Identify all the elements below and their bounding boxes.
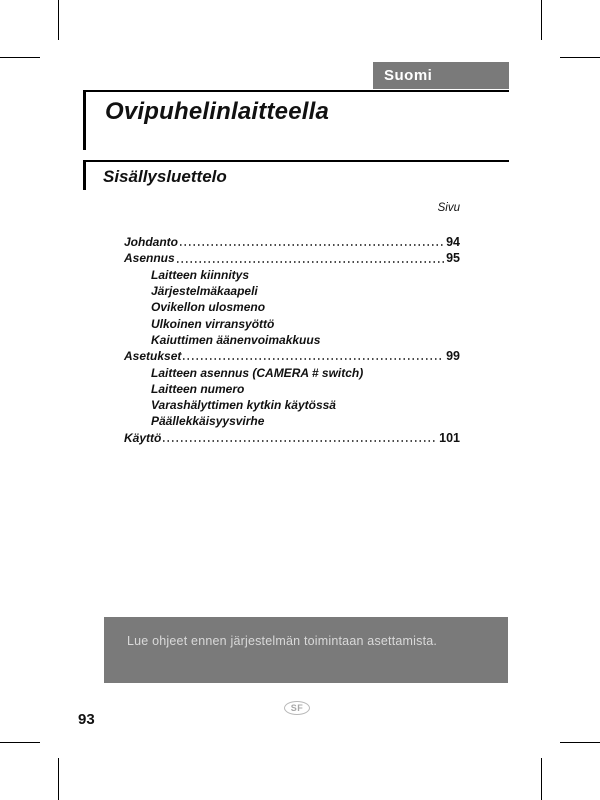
toc-entry-label: Järjestelmäkaapeli [151,284,258,299]
toc-entry [124,364,460,380]
toc-entry-label: Johdanto [124,235,178,250]
toc-entry-page: 95 [446,251,460,266]
toc-entry [124,299,460,315]
title-left-bar [83,92,86,150]
toc-entry-label: Laitteen asennus (CAMERA # switch) [151,365,364,380]
crop-mark-top-left-h [0,57,40,58]
toc-entry [124,283,460,299]
toc-entry-page: 101 [439,430,460,445]
toc-entry [124,348,460,364]
toc-entry [124,332,460,348]
page-column-label: Sivu [437,202,460,214]
page-title: Ovipuhelinlaitteella [105,98,330,125]
toc-entry-page: 94 [446,235,460,250]
toc-entry-label: Varashälyttimen kytkin käytössä [151,398,336,413]
toc-dotted-leader [177,261,444,263]
crop-mark-bottom-left-v [58,758,59,800]
toc-entry [124,250,460,266]
notice-text: Lue ohjeet ennen järjestelmän toimintaan asettamista. [127,634,438,648]
page-number: 93 [78,711,95,728]
toc-entry-label: Laitteen kiinnitys [151,267,250,282]
toc-entry-label: Asennus [124,251,175,266]
toc-entry-page: 99 [446,349,460,364]
toc-entry-label: Päällekkäisyysvirhe [151,414,265,429]
region-badge [284,701,310,715]
crop-mark-top-right-v [541,0,542,40]
toc-entry-label: Asetukset [124,349,182,364]
toc-heading-section [83,160,509,192]
toc-dotted-leader [183,358,444,360]
crop-mark-top-right-h [560,57,600,58]
toc-entry-label: Käyttö [124,430,162,445]
toc-dotted-leader [180,244,444,246]
toc-entry-label: Ulkoinen virransyöttö [151,316,275,331]
toc-entry [124,381,460,397]
language-tab [373,62,509,89]
region-badge-label: SF [290,703,304,713]
toc-entry [124,430,460,446]
toc-heading-left-bar [83,162,86,190]
crop-mark-bottom-right-v [541,758,542,800]
notice-box [104,617,508,683]
toc-list [124,234,460,446]
toc-entry [124,267,460,283]
toc-entry-label: Kaiuttimen äänenvoimakkuus [151,332,321,347]
language-tab-label: Suomi [384,67,433,84]
title-section [83,90,509,150]
toc-entry-label: Ovikellon ulosmeno [151,300,266,315]
toc-heading: Sisällysluettelo [103,167,227,186]
toc-entry [124,234,460,250]
toc-dotted-leader [163,440,437,442]
toc-entry [124,413,460,429]
crop-mark-top-left-v [58,0,59,40]
toc-entry [124,315,460,331]
toc-entry-label: Laitteen numero [151,381,245,396]
crop-mark-bottom-right-h [560,742,600,743]
crop-mark-bottom-left-h [0,742,40,743]
toc-entry [124,397,460,413]
